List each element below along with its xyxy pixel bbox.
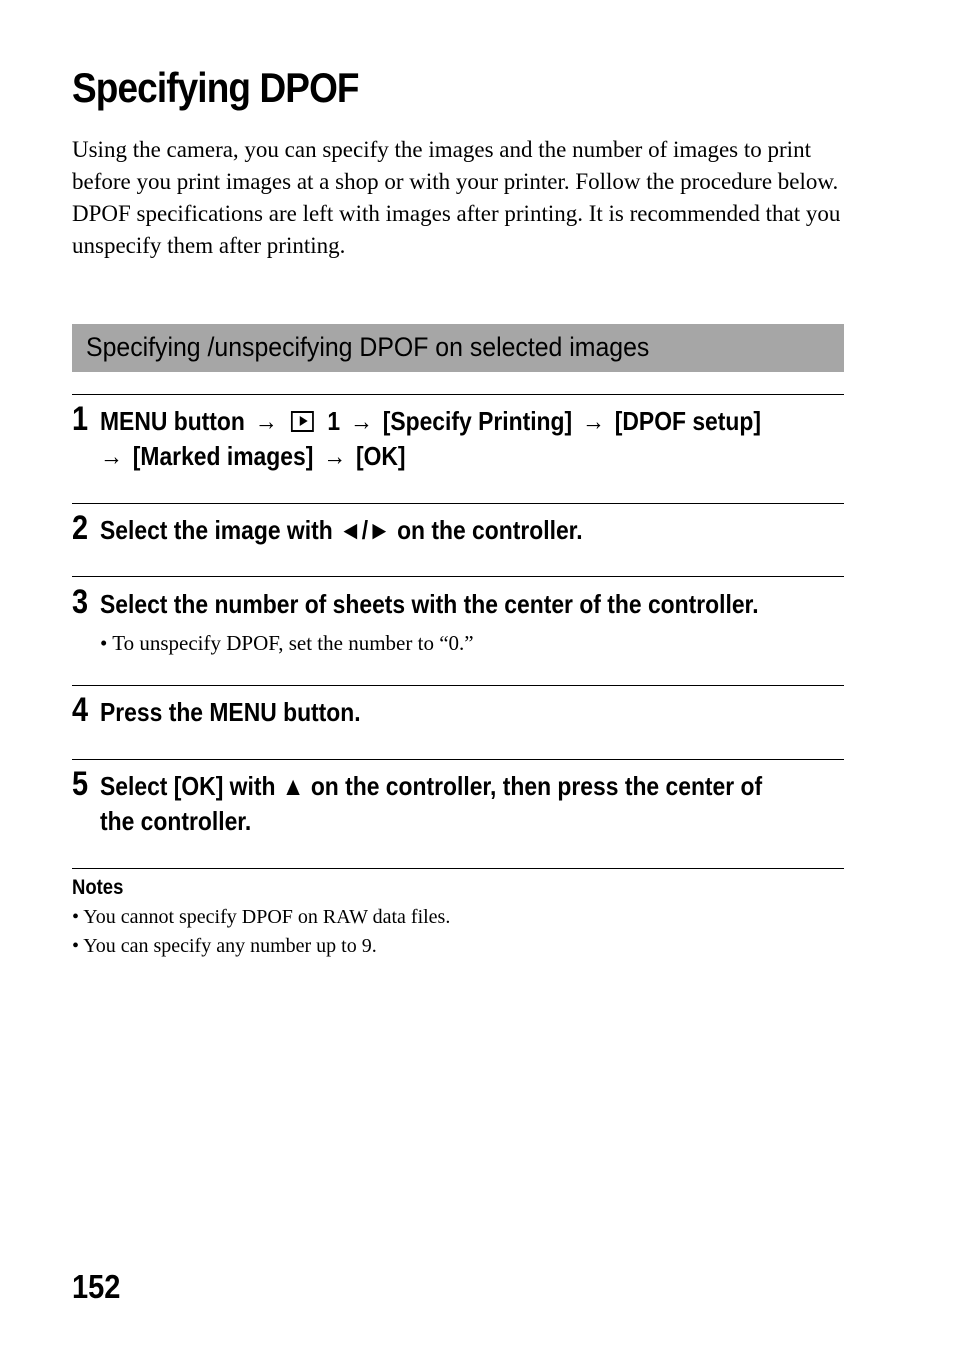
step-number: 3: [72, 583, 89, 621]
arrow-right-icon: →: [323, 441, 347, 471]
arrow-right-icon: →: [582, 406, 605, 436]
step-instruction: [100, 769, 769, 839]
step-instruction: [100, 513, 769, 548]
step-text-part: Select the image with: [100, 515, 333, 545]
step-text-part: on the controller, then press the center of: [310, 771, 763, 801]
intro-paragraph-1: Using the camera, you can specify the images and the number of images to print before you print images at a shop or with your printer. Follow the procedure below.: [72, 137, 839, 194]
intro-paragraph-2: DPOF specifications are left with images after printing. It is recommended that you unspecify them after printing.: [72, 201, 841, 258]
step-instruction: Press the MENU button.: [100, 697, 361, 727]
intro-text: [72, 134, 844, 262]
step-text-part: the controller.: [100, 806, 252, 836]
step-instruction: Select the number of sheets with the center of the controller.: [100, 589, 759, 619]
note-item: • You can specify any number up to 9.: [72, 935, 377, 957]
arrow-right-icon: →: [100, 441, 123, 471]
notes-heading: Notes: [72, 876, 124, 899]
section-heading-text: Specifying /unspecifying DPOF on selected images: [86, 332, 650, 362]
step-number: 4: [72, 691, 89, 729]
step-text-part: on the controller.: [397, 515, 583, 545]
step-note: • To unspecify DPOF, set the number to “0.”: [100, 631, 474, 655]
playback-icon: [291, 411, 314, 432]
step-text-part: [Specify Printing]: [382, 406, 573, 436]
section-heading: [72, 324, 844, 372]
step-text-part: [DPOF setup]: [614, 406, 761, 436]
arrow-right-icon: →: [254, 406, 278, 436]
divider: [72, 685, 844, 686]
left-right-arrow-icon: ◄/►: [339, 515, 391, 545]
step-text-part: 1: [327, 406, 341, 436]
divider: [72, 868, 844, 869]
divider: [72, 394, 844, 395]
step-number: 1: [72, 400, 89, 438]
step-number: 5: [72, 765, 89, 803]
step-text-part: [OK]: [355, 441, 406, 471]
divider: [72, 759, 844, 760]
step-text-part: [Marked images]: [132, 441, 314, 471]
divider: [72, 576, 844, 577]
note-item: • You cannot specify DPOF on RAW data files.: [72, 906, 451, 928]
step-text-part: Select [OK] with: [100, 771, 276, 801]
arrow-right-icon: →: [349, 406, 373, 436]
notes-list: [72, 903, 450, 961]
step-text-part: MENU button: [100, 406, 245, 436]
page-title: Specifying DPOF: [72, 64, 359, 111]
step-number: 2: [72, 509, 89, 547]
up-arrow-icon: ▲: [281, 771, 305, 801]
divider: [72, 503, 844, 504]
page-number: 152: [72, 1268, 121, 1305]
step-instruction: [100, 404, 769, 474]
